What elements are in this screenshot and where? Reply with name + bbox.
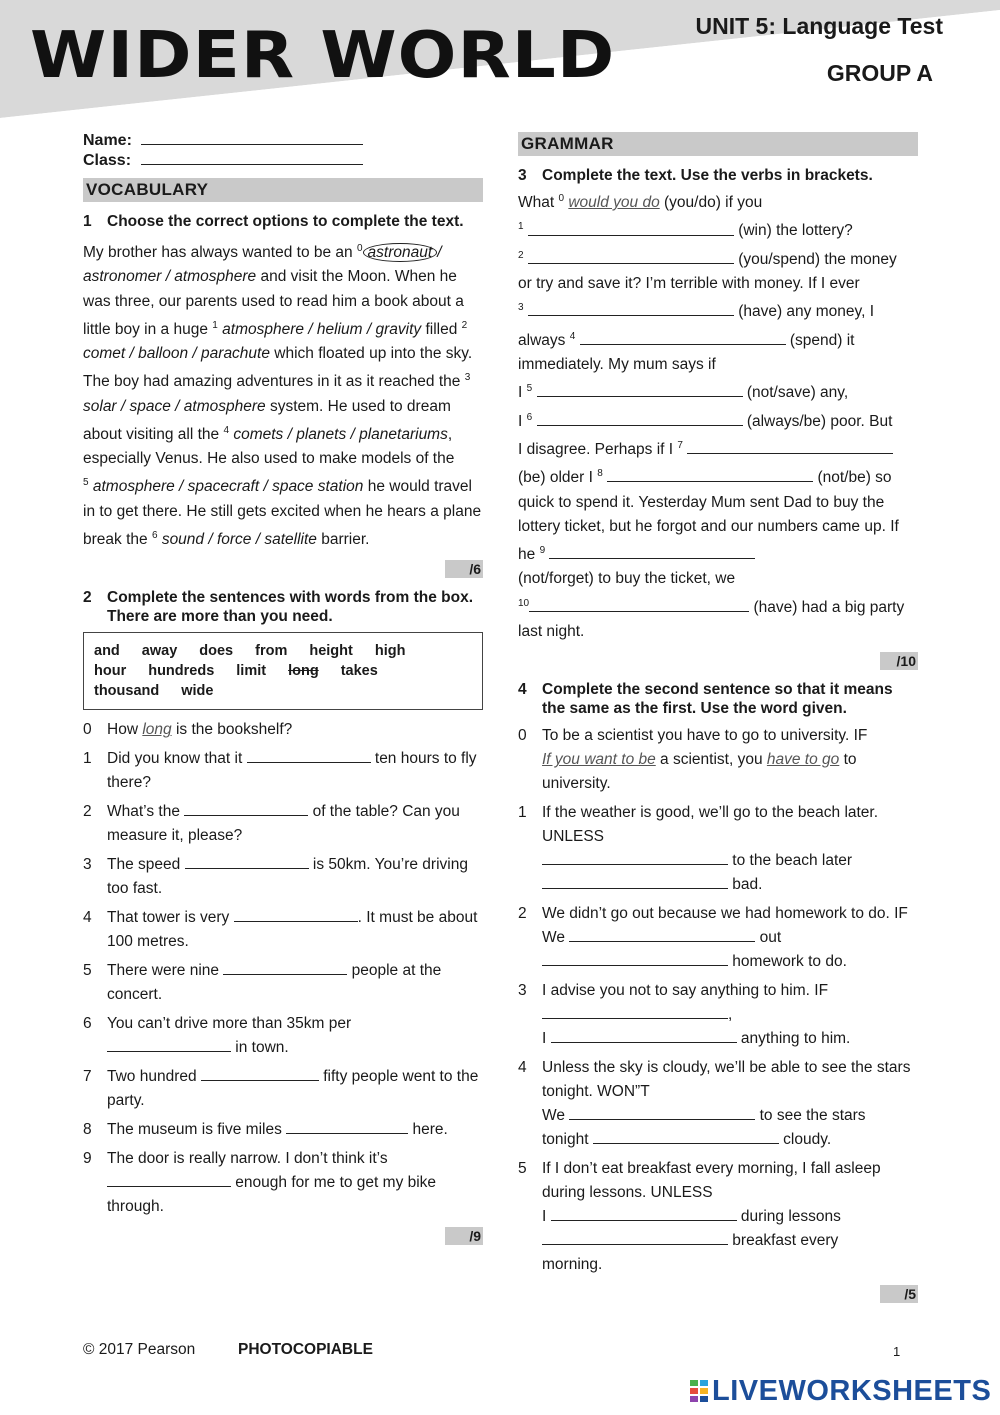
list-item: 9 The door is really narrow. I don’t think it’s enough for me to get my bike through.: [83, 1150, 437, 1216]
answer-blank[interactable]: [551, 1027, 737, 1043]
q3-text: What $^0$ would you do (you/do) if you $^1$ (win) the lottery? $^2$ (you/spend) the money or try and save it? I’m terrible with money. If I ever $^3$ (have) any money, I always $^4$ (spend) it immediately. My mum says if I $^5$ (not/save) any, I $^6$ (always/be) poor. But I disagree. Perhaps if I $^7$ (be) older I $^8$ (not/be) so quick to spend it. Yesterday Mum sent Dad to buy the lottery ticket, but he forgot and our numbers came up. If he $^9$ (not/forget) to buy the ticket, we $^{10}$ (have) had a big party last night.: [518, 193, 905, 640]
answer-blank[interactable]: [542, 1003, 728, 1019]
answer-blank[interactable]: [542, 873, 728, 889]
word: high: [374, 643, 406, 660]
word: from: [255, 643, 288, 660]
answer-blank[interactable]: [542, 950, 728, 966]
list-item: 3 I advise you not to say anything to him. IF , I anything to him.: [518, 982, 851, 1048]
list-item: 6 You can’t drive more than 35km per in town.: [83, 1015, 352, 1057]
q1-option-4[interactable]: comets / planets / planetariums: [233, 426, 448, 444]
list-item: 8 The museum is five miles here.: [83, 1118, 483, 1142]
q1-instruction: 1 Choose the correct options to complete the text.: [83, 213, 464, 230]
answer-blank[interactable]: [542, 849, 728, 865]
answer-blank[interactable]: [687, 438, 893, 454]
right-column: [518, 130, 918, 1313]
q4-instruction: 4 Complete the second sentence so that it means the same as the first. Use the word given.: [518, 681, 893, 718]
list-item: 1 If the weather is good, we’ll go to the beach later. UNLESS to the beach later bad.: [518, 804, 879, 894]
list-item: 1 Did you know that it ten hours to fly there?: [83, 747, 483, 795]
list-item: 5 There were nine people at the concert.: [83, 959, 483, 1007]
answer-blank[interactable]: [593, 1128, 779, 1144]
q2-instruction: 2 Complete the sentences with words from the box. There are more than you need.: [83, 589, 474, 626]
word: hour: [94, 663, 127, 680]
answer-blank[interactable]: [247, 747, 371, 763]
word: and: [94, 643, 120, 660]
circled-answer: astronaut: [363, 243, 438, 262]
answer-blank[interactable]: [537, 381, 743, 397]
q3-instruction: 3 Complete the text. Use the verbs in brackets.: [518, 167, 873, 184]
answer-blank[interactable]: [551, 1205, 737, 1221]
liveworksheets-brand: LIVEWORKSHEETS: [690, 1375, 991, 1408]
answer-blank[interactable]: [542, 1229, 728, 1245]
word: away: [141, 643, 178, 660]
answer-blank[interactable]: [184, 800, 308, 816]
answer-blank[interactable]: [528, 300, 734, 316]
list-item: 2 What’s the of the table? Can you measure it, please?: [83, 800, 483, 848]
copyright: © 2017 Pearson: [83, 1341, 196, 1358]
grammar-heading: GRAMMAR: [518, 132, 918, 156]
word: height: [309, 643, 353, 660]
word: wide: [181, 683, 214, 700]
q1-option-3[interactable]: solar / space / atmosphere: [83, 397, 266, 415]
answer-blank[interactable]: [528, 248, 734, 264]
list-item: 0 How long is the bookshelf?: [83, 721, 293, 739]
q1-option-2[interactable]: comet / balloon / parachute: [83, 345, 270, 363]
answer-blank[interactable]: [201, 1065, 319, 1081]
list-item: 5 If I don’t eat breakfast every morning, I fall asleep during lessons. UNLESS I during lessons breakfast every morning.: [518, 1160, 881, 1274]
q4-score: /5: [518, 1285, 918, 1303]
unit-title: UNIT 5: Language Test: [695, 13, 943, 39]
answer-blank[interactable]: [528, 220, 734, 236]
class-input[interactable]: [141, 150, 363, 165]
list-item: 3 The speed is 50km. You’re driving too fast.: [83, 853, 483, 901]
word: hundreds: [148, 663, 215, 680]
wider-world-logo: WIDER WORLD: [30, 19, 616, 93]
list-item: 2 We didn’t go out because we had homework to do. IF We out homework to do.: [518, 905, 908, 971]
answer-blank[interactable]: [185, 853, 309, 869]
group-label: GROUP A: [826, 60, 933, 86]
q2-score: /9: [83, 1227, 483, 1245]
word: does: [199, 643, 234, 660]
vocabulary-heading: VOCABULARY: [83, 178, 483, 202]
name-field: Name:: [83, 130, 483, 150]
answer-blank[interactable]: [580, 329, 786, 345]
page-number: 1: [893, 1344, 901, 1359]
list-item: 7 Two hundred fifty people went to the party.: [83, 1065, 483, 1113]
photocopiable-label: PHOTOCOPIABLE: [238, 1341, 373, 1358]
word: limit: [236, 663, 267, 680]
answer-blank[interactable]: [569, 1104, 755, 1120]
left-column: [83, 130, 483, 1255]
word-box: [83, 632, 483, 710]
q3-score: /10: [518, 652, 918, 670]
answer-blank[interactable]: [107, 1036, 231, 1052]
class-field: Class:: [83, 150, 483, 170]
answer-blank[interactable]: [607, 466, 813, 482]
list-item: 0 To be a scientist you have to go to university. IF If you want to be a scientist, you have to go to university.: [518, 727, 868, 793]
q1-score: /6: [83, 560, 483, 578]
word: long: [288, 663, 319, 680]
answer-blank[interactable]: [223, 959, 347, 975]
answer-blank[interactable]: [234, 906, 358, 922]
answer-blank[interactable]: [569, 926, 755, 942]
answer-blank[interactable]: [549, 543, 755, 559]
list-item: 4 That tower is very . It must be about 100 metres.: [83, 906, 483, 954]
answer-blank[interactable]: [529, 596, 749, 612]
answer-blank[interactable]: [537, 410, 743, 426]
answer-blank[interactable]: [286, 1118, 408, 1134]
q1-text: My brother has always wanted to be an $^0$ astronaut / astronomer / atmosphere and visit the Moon. When he was three, our parents used to read him a book about a little boy in a huge $^1$ atmosphere / helium / gravity filled $^2$ comet / balloon / parachute which floated up into the sky. The boy had amazing adventures in it as it reached the $^3$ solar / space / atmosphere system. He used to dream about visiting all the $^4$ comets / planets / planetariums, especially Venus. He also used to make models of the $^5$ atmosphere / spacecraft / space station he would travel in to get there. He still gets excited when he hears a plane break the $^6$ sound / force / satellite barrier.: [83, 243, 482, 549]
liveworksheets-icon: [690, 1380, 710, 1402]
q1-option-5[interactable]: atmosphere / spacecraft / space station: [92, 478, 364, 496]
word: takes: [340, 663, 378, 680]
answer-blank[interactable]: [107, 1171, 231, 1187]
name-input[interactable]: [141, 130, 363, 145]
q1-option-1[interactable]: atmosphere / helium / gravity: [222, 320, 422, 338]
list-item: 4 Unless the sky is cloudy, we’ll be able to see the stars tonight. WON”T We to see the stars tonight cloudy.: [518, 1059, 911, 1149]
word: thousand: [94, 683, 160, 700]
q1-option-6[interactable]: sound / force / satellite: [161, 531, 317, 549]
